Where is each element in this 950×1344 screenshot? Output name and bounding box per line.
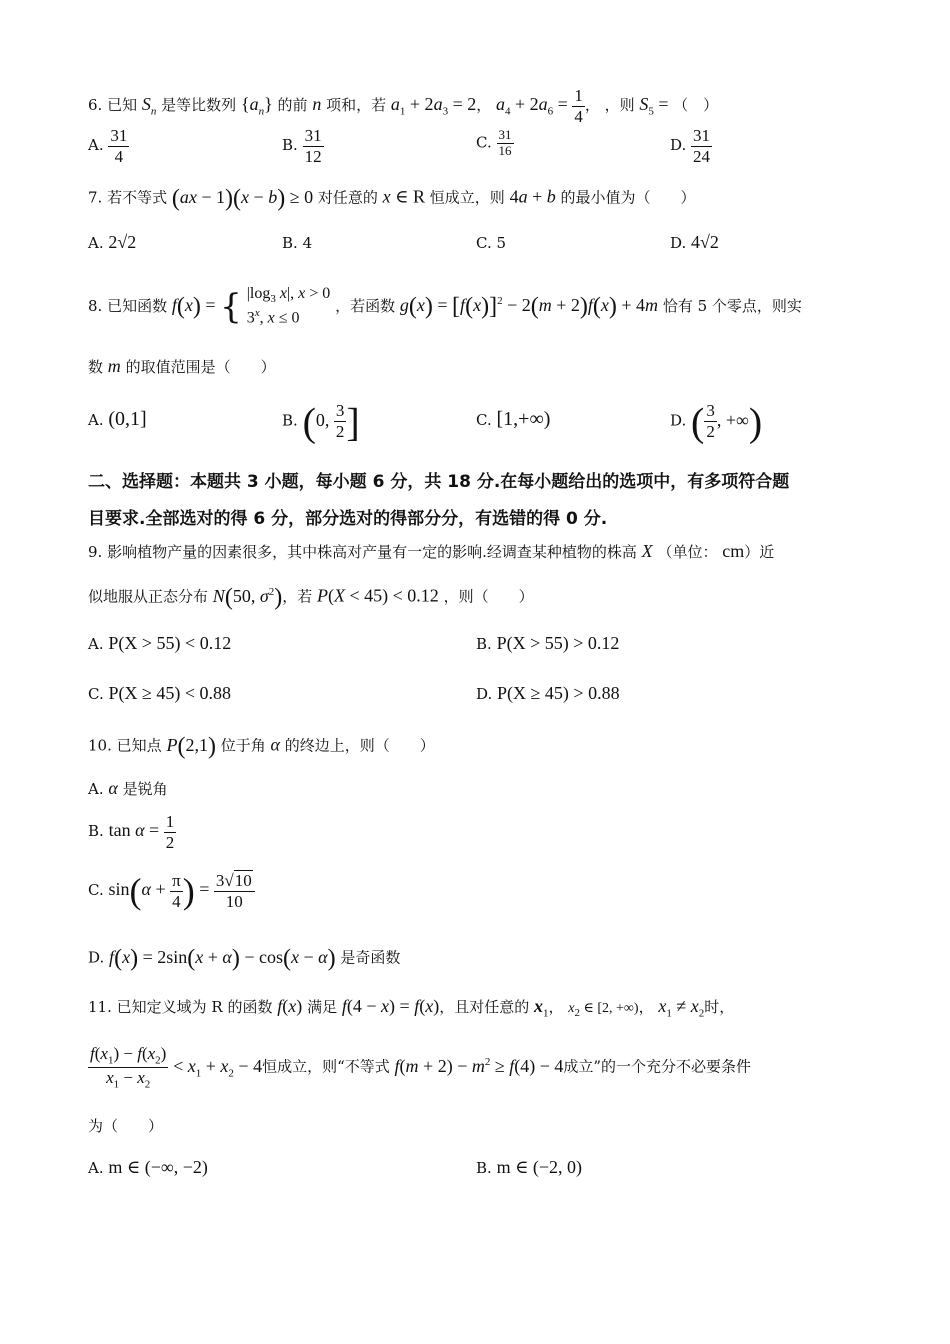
q10-option-a[interactable]: A. α 是锐角 (88, 778, 168, 798)
q7-option-b[interactable]: B. 4 (282, 234, 313, 252)
q10-option-c[interactable]: C. sin(α + $\frac{\pi}{4}$ ) = $\frac{3√10}{10}$ (88, 870, 255, 912)
q8-option-b[interactable]: B. (0, $\frac{3}{2}$ ] (282, 399, 360, 444)
q9-option-d[interactable]: D. P(X ≥ 45) > 0.88 (476, 683, 620, 703)
q7-option-a[interactable]: A. 2√2 (88, 232, 137, 252)
q8-stem-line2: 数 m 的取值范围是（ ） (88, 356, 276, 376)
q9-stem-line1: 9. 影响植物产量的因素很多，其中株高对产量有一定的影响.经调查某种植物的株高 X （单位： cm）近 (88, 541, 775, 561)
section2-heading-line1: 二、选择题：本题共 3 小题，每小题 6 分，共 18 分.在每小题给出的选项中，有多项符合题 (88, 472, 790, 492)
q11-stem-line1: 11. 已知定义域为 R 的函数 f(x) 满足 f(4 − x) = f(x)，且对任意的 $x_1$， $x_2$ ∈ [2, +∞)， $x_1 \ne x_2$时， (88, 996, 735, 1020)
q11-stem-line2: $\frac{f(x_1) - f(x_2)}{x_1 - x_2}$ < $x_1 + x_2 - 4$恒成立，则“不等式 $f(m + 2) - m^2 \ge f(4) - 4$成立”的一个充分不必要条件 (90, 1044, 752, 1091)
q8-option-d[interactable]: D. ( $\frac{3}{2}$ , +∞) (670, 399, 763, 444)
q8-stem-line1: 8. 已知函数 f(x) = { $|\log_3$ x|, x > 0 3$^x$, x ≤ 0 ，若函数 $g(x) = [f(x)]^2 - 2(m + 2)f(x) + 4m$ 恰有 5 个零点，则实 (88, 285, 802, 327)
q9-stem-line2: 似地服从正态分布 N(50, $\sigma^2$)，若 P(X < 45) < 0.12 ，则（ ） (88, 584, 534, 610)
q6-option-c[interactable]: C. $\frac{31}{16}$ (476, 127, 512, 158)
q11-stem-line3: 为（ ） (88, 1117, 164, 1135)
q11-option-b[interactable]: B. m ∈ (−2, 0) (476, 1157, 583, 1177)
q7-option-d[interactable]: D. 4√2 (670, 232, 719, 252)
q11-option-a[interactable]: A. m ∈ (−∞, −2) (88, 1157, 208, 1177)
q8-option-c[interactable]: C. [1,+∞) (476, 408, 551, 430)
section2-heading-line2: 目要求.全部选对的得 6 分，部分选对的得部分分，有选错的得 0 分. (88, 509, 608, 529)
q7-stem: 7. 若不等式 (ax − 1)(x − b) ≥ 0 对任意的 x ∈ R 恒成立，则 4a + b 的最小值为（ ） (88, 185, 696, 211)
q9-option-b[interactable]: B. P(X > 55) > 0.12 (476, 633, 620, 653)
q10-option-b[interactable]: B. tan α = $\frac{1}{2}$ (88, 812, 175, 852)
q10-stem: 10. 已知点 P(2,1) 位于角 α 的终边上，则（ ） (88, 733, 435, 759)
q9-option-a[interactable]: A. P(X > 55) < 0.12 (88, 633, 232, 653)
q10-option-d[interactable]: D. f(x) = 2sin(x + α) − cos(x − α) 是奇函数 (88, 945, 401, 971)
q9-option-c[interactable]: C. P(X ≥ 45) < 0.88 (88, 683, 232, 703)
q6-option-a[interactable]: A. $\frac{31}{4}$ (88, 126, 128, 166)
q6-option-b[interactable]: B. $\frac{31}{12}$ (282, 126, 322, 166)
q6-option-d[interactable]: D. $\frac{31}{24}$ (670, 126, 711, 166)
q8-option-a[interactable]: A. (0,1] (88, 408, 147, 430)
q6-stem: 6. 已知 $S_n$ 是等比数列 $\{a_n\}$ 的前 n 项和，若 $a_1 + 2a_3 = 2$， $a_4 + 2a_6$ = $\frac{1}{4}$ ， ，则 $S_5$ = （ ） (88, 86, 719, 126)
q7-option-c[interactable]: C. 5 (476, 234, 507, 252)
